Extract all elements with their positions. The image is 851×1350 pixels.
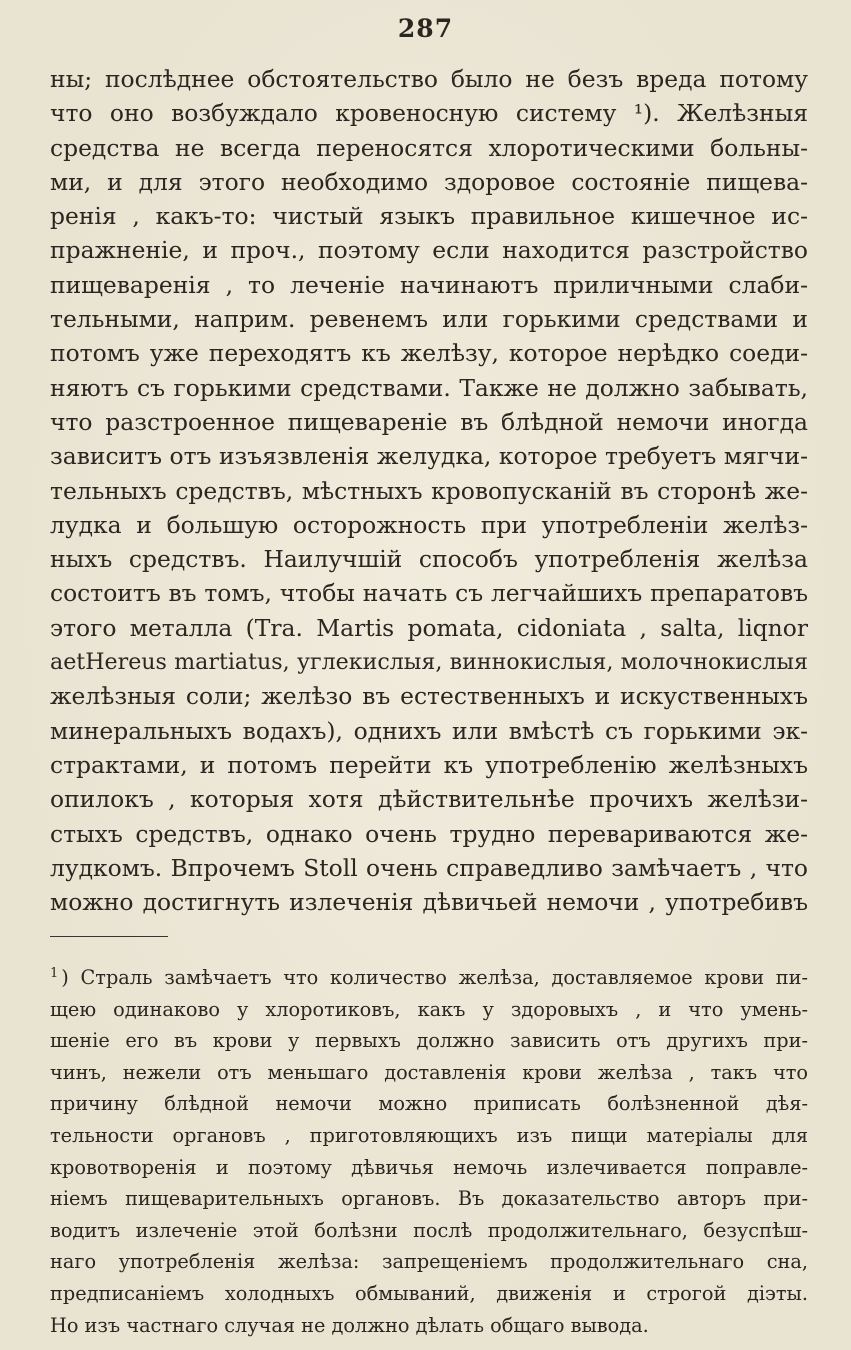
text-line: что оно возбуждало кровеносную систему ¹). Желѣзныя [50,99,808,128]
text-line: опилокъ , которыя хотя дѣйствительнѣе прочихъ желѣзи- [50,785,808,814]
footnote-line: Но изъ частнаго случая не должно дѣлать общаго вывода. [50,1313,649,1337]
text-line: зависитъ отъ изъязвленiя желудка, которое требуетъ мягчи- [50,442,808,471]
footnote-line: водитъ излеченiе этой болѣзни послѣ продолжительнаго, безуспѣш- [50,1218,808,1242]
text-line: пищеваренiя , то леченiе начинаютъ приличными слаби- [50,270,808,299]
text-line: няютъ съ горькими средствами. Также не должно забывать, [50,373,808,402]
footnote-line: шенiе его въ крови у первыхъ должно зависить отъ другихъ при- [50,1029,808,1053]
text-line: желѣзныя соли; желѣзо въ естественныхъ и искуственныхъ [50,682,808,711]
text-line: ми, и для этого необходимо здоровое состоянiе пищева- [50,167,808,196]
footnote-line [50,962,808,994]
footnote-line: щею одинаково у хлоротиковъ, какъ у здоровыхъ , и что умень- [50,997,808,1021]
text-line: лудкомъ. Впрочемъ Stoll очень справедливо замѣчаетъ , что [50,853,808,882]
footnote-line: чинъ, нежели отъ меньшаго доставленiя крови желѣза , такъ что [50,1060,808,1084]
text-line: ныхъ средствъ. Наилучшiй способъ употребленiя желѣза [50,545,808,574]
footnote-line: причину блѣдной немочи можно приписать болѣзненной дѣя- [50,1092,808,1116]
text-line: праж‍ненiе, и проч., поэтому если находится разстройство [50,236,808,265]
main-text-block [50,62,808,919]
text-line: минеральныхъ водахъ), однихъ или вмѣстѣ съ горькими эк- [50,716,808,745]
text-line: можно достигнуть излеченiя дѣвичьей немочи , употребивъ [50,888,808,917]
text-line: этого металла (Tra. Martis pomata, cidoniata , salta, liqnor [50,613,808,642]
text-line: ны; послѣднее обстоятельство было не безъ вреда потому [50,65,808,93]
text-line: тельными, наприм. ревенемъ или горькими средствами и [50,305,808,334]
footnote-line: наго употребленiя желѣза: запрещенiемъ продолжительнаго сна, [50,1250,808,1274]
text-line: стыхъ средствъ, однако очень трудно перевариваются же- [50,819,808,848]
text-line: ренiя , какъ-то: чистый языкъ правильное кишечное ис- [50,202,808,231]
footnote-line-text: ) Страль замѣчаетъ что количество желѣза, доставляемое крови пи- [61,966,808,989]
text-line: тельныхъ средствъ, мѣстныхъ кровопусканiй въ сторонѣ же- [50,476,808,505]
footnote-line: нiемъ пищеварительныхъ органовъ. Въ доказательство авторъ при- [50,1187,808,1211]
footnote-separator [50,936,168,937]
page-number: 287 [397,14,454,43]
footnote-line: тельности органовъ , приготовляющихъ изъ пищи матерiалы для [50,1123,808,1147]
text-line: потомъ уже переходятъ къ желѣзу, которое нерѣдко соеди- [50,339,808,368]
text-line: средства не всегда переносятся хлоротическими больны- [50,133,808,162]
footnote-line: кровотворенiя и поэтому дѣвичья немочь излечивается поправле- [50,1155,808,1179]
text-line: страктами, и потомъ перейти къ употребленiю желѣзныхъ [50,750,808,779]
footnote-line: предписанiемъ холодныхъ обмываний, движенiя и строгой дiэты. [50,1281,808,1305]
text-line: лудка и большую осторожность при употребленiи желѣз- [50,510,808,539]
footnote-block [50,962,808,1341]
text-line: состоитъ въ томъ, чтобы начать съ легчайшихъ препаратовъ [50,579,808,608]
footnote-marker: 1 [50,965,59,981]
text-line: aetHereus martiatus, углекислыя, виннокислыя, молочнокислыя [50,649,808,676]
text-line: что разстроенное пищеваренiе въ блѣдной немочи иногда [50,407,808,436]
